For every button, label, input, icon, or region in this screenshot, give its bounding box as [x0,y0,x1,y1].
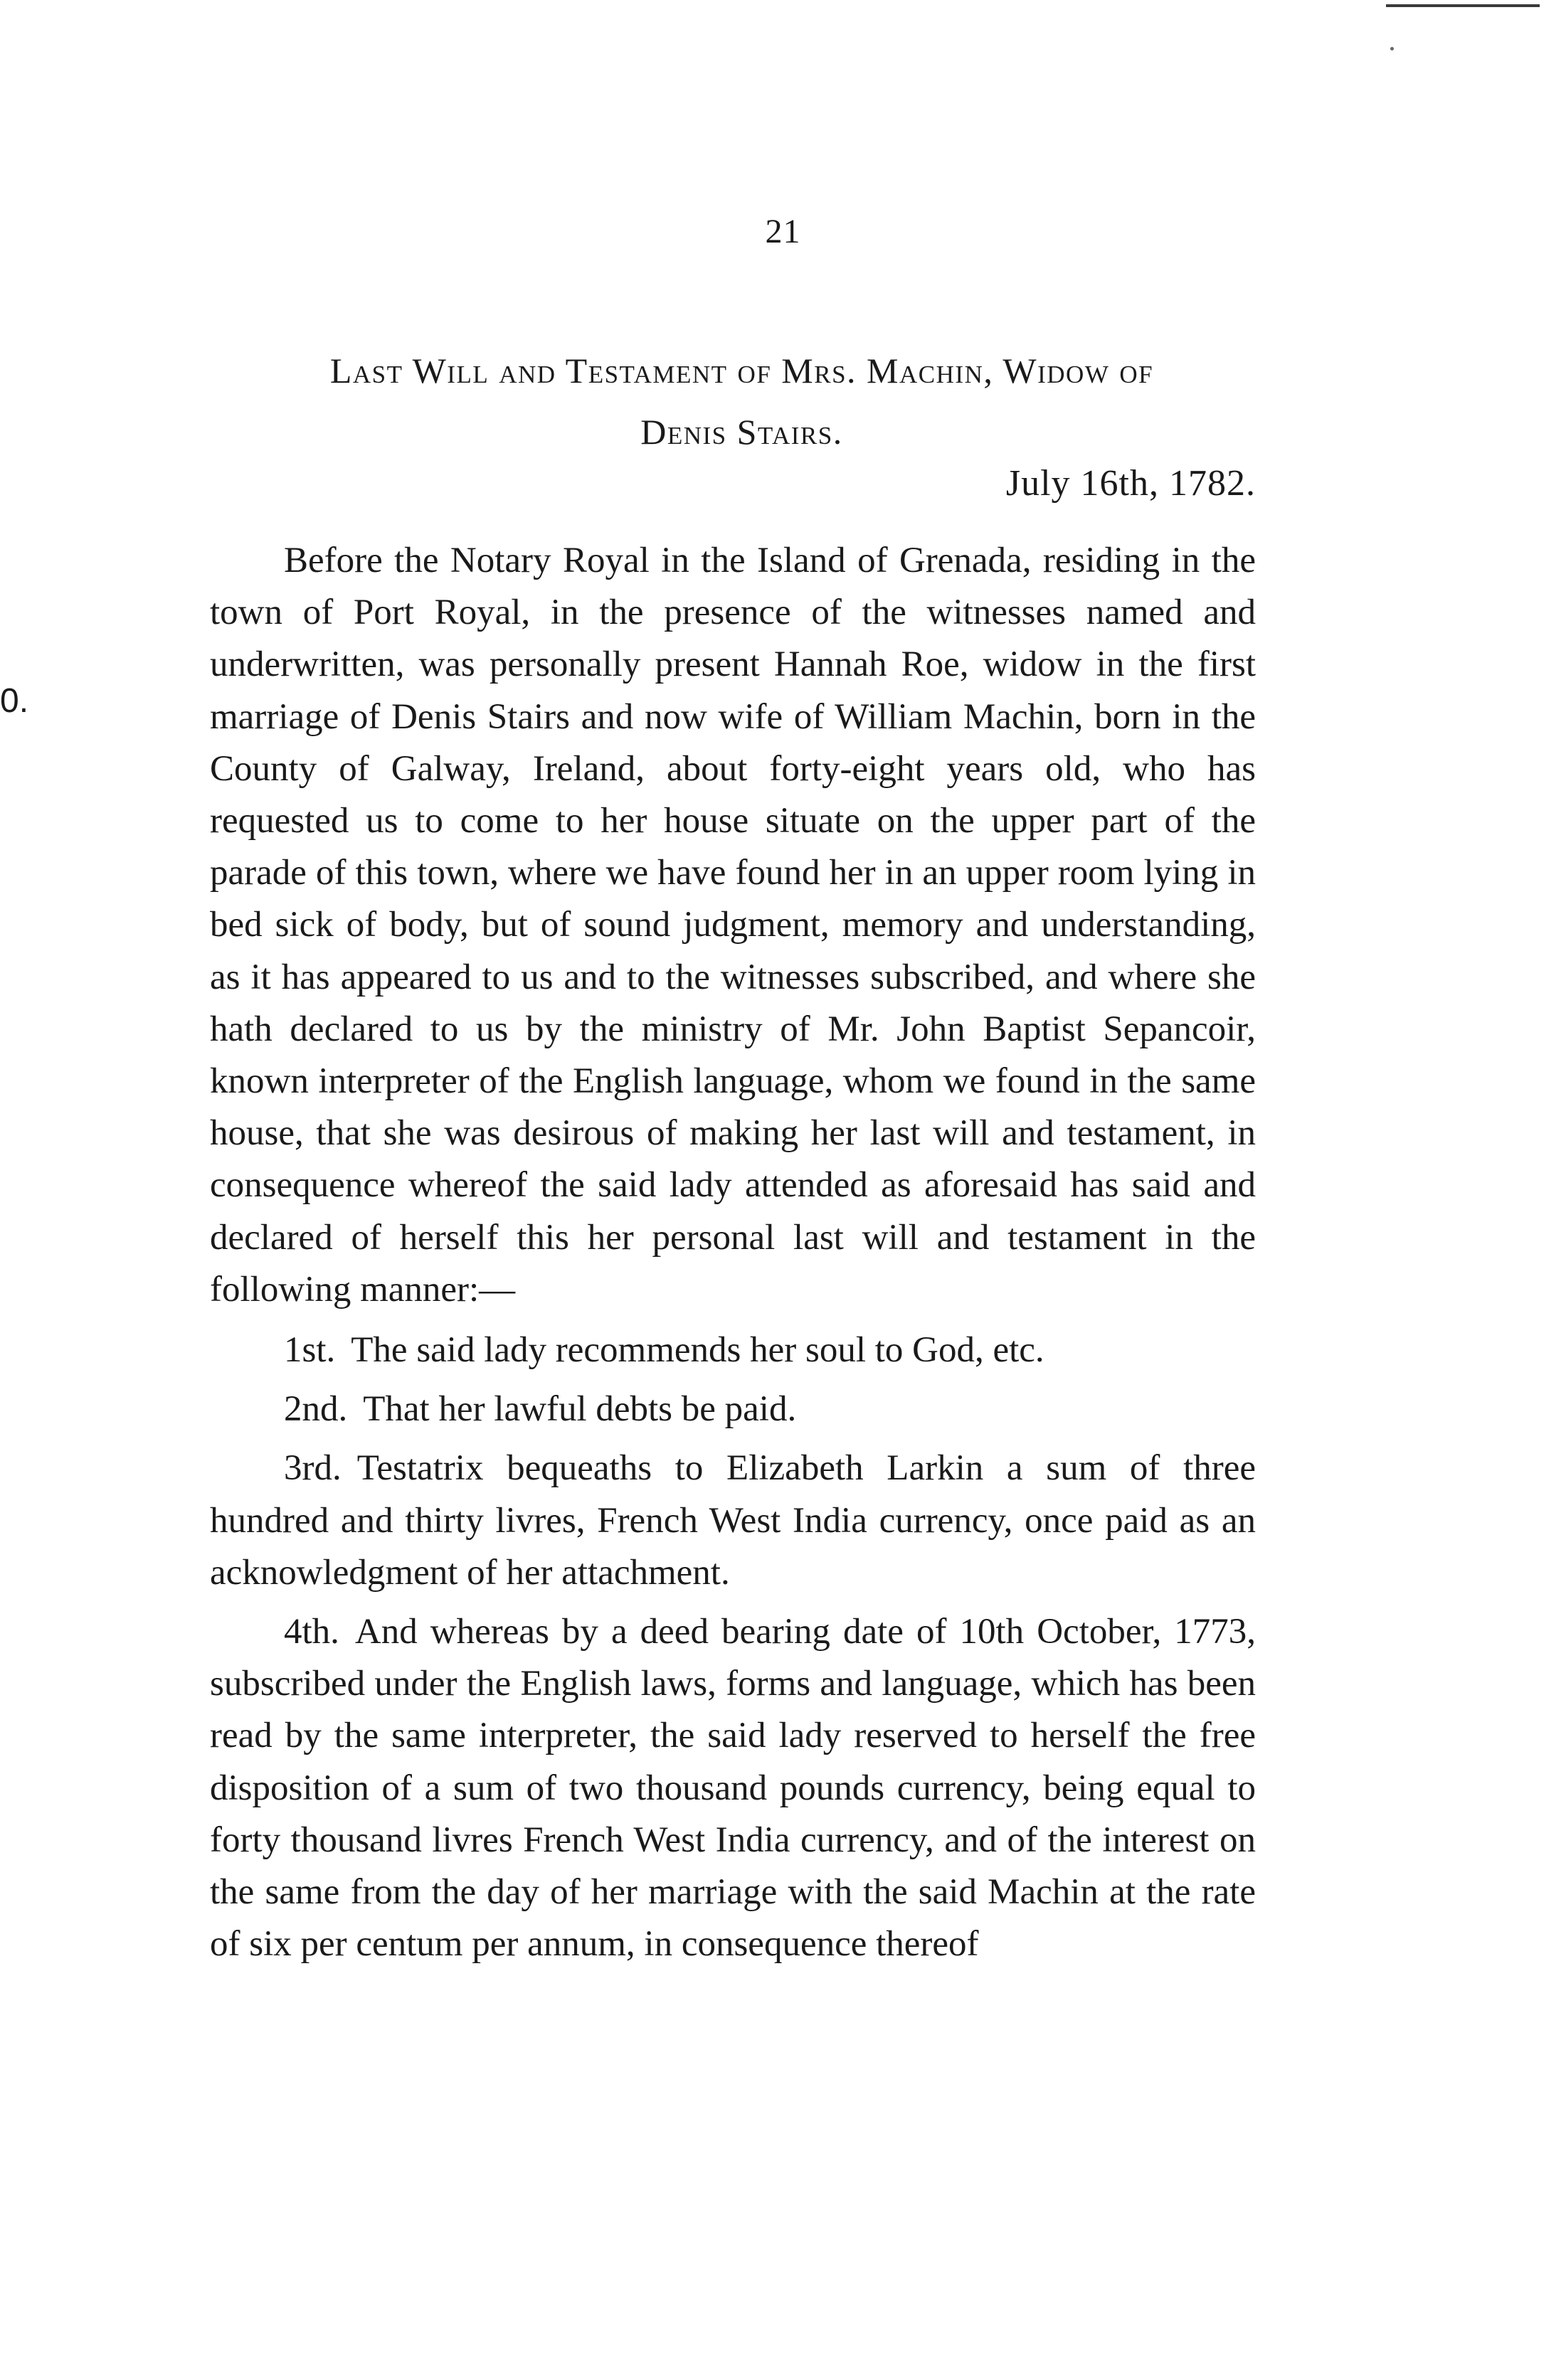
item-number: 2nd. [284,1389,348,1430]
heading-line-2: Denis Stairs. [640,412,843,452]
list-item [210,1606,1256,1970]
item-text: Testatrix bequeaths to Elizabeth Larkin a sum of three hundred and thirty livres, French West India currency, once paid as an acknowledgment of her attachment. [210,1448,1256,1593]
item-text: That her lawful debts be paid. [363,1389,797,1430]
list-item [210,1383,1256,1435]
intro-paragraph: Before the Notary Royal in the Island of Grenada, residing in the town of Port Royal, in the presence of the witnesses named and underwritten, was personally present Hannah Roe, widow in the first marriage of Denis Stairs and now wife of William Machin, born in the County of Galway, Ireland, about forty-eight years old, who has requested us to come to her house situate on the upper part of the parade of this town, where we have found her in an upper room lying in bed sick of body, but of sound judgment, memory and understanding, as it has appeared to us and to the witnesses subscribed, and where she hath declared to us by the ministry of Mr. John Baptist Sepancoir, known interpreter of the English language, whom we found in the same house, that she was desirous of making her last will and testament, in consequence whereof the said lady attended as aforesaid has said and declared of herself this her personal last will and testament in the following manner:— [210,541,1256,1309]
item-number: 1st. [284,1330,336,1371]
heading-line-1: Last Will and Testament of Mrs. Machin, Widow of [329,351,1154,391]
list-item [210,1324,1256,1376]
document-heading [210,340,1274,462]
item-number: 4th. [284,1612,339,1652]
item-text: The said lady recommends her soul to God, etc. [351,1330,1044,1371]
document-date: July 16th, 1782. [1005,463,1256,504]
item-number: 3rd. [284,1448,342,1489]
margin-note: 0. [0,682,29,720]
scan-speck [1390,47,1394,51]
item-text: And whereas by a deed bearing date of 10th October, 1773, subscribed under the English laws, forms and language, which has been read by the same interpreter, the said lady reserved to herself the free disposition of a sum of two thousand pounds currency, being equal to forty thousand livres French West India currency, and of the interest on the same from the day of her marriage with the said Machin at the rate of six per centum per annum, in consequence thereof [210,1612,1256,1965]
document-body [210,535,1256,1970]
top-edge-rule [1386,4,1540,7]
page-number: 21 [765,213,801,250]
list-item [210,1443,1256,1599]
